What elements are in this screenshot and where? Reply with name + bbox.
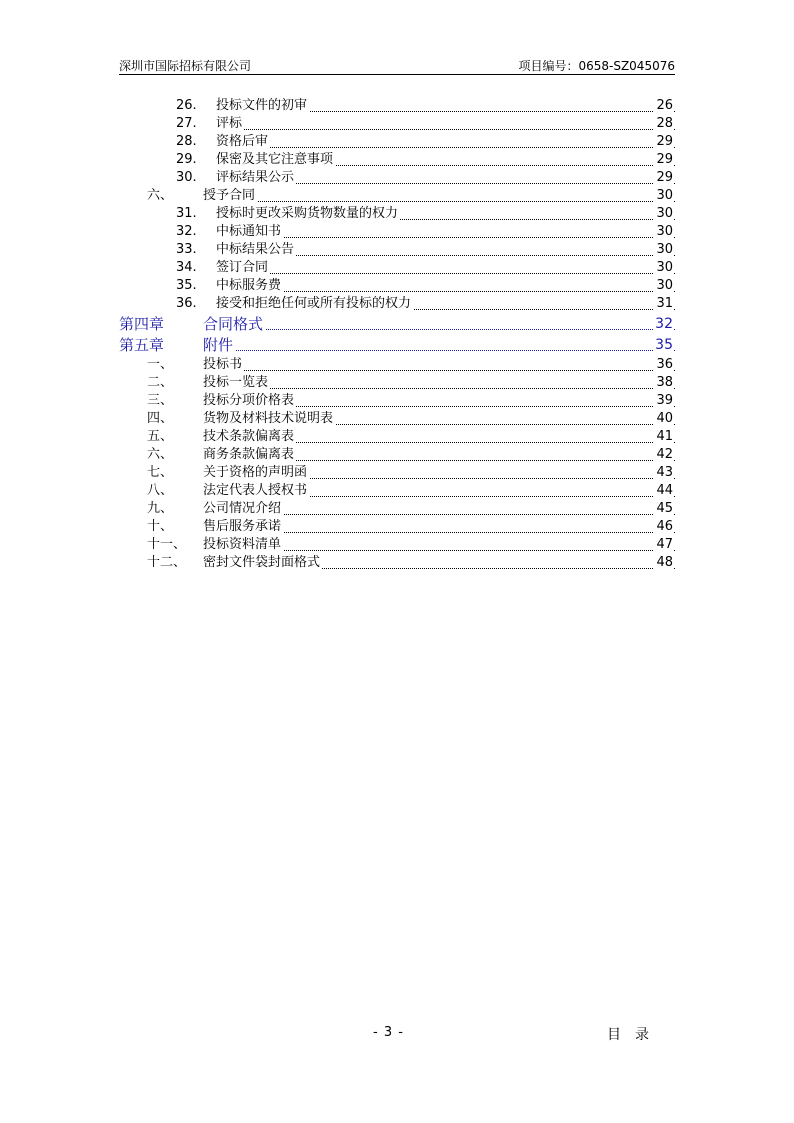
toc-page: 29 bbox=[656, 170, 673, 185]
page-header bbox=[119, 56, 675, 75]
toc-title: 投标书 bbox=[203, 357, 243, 372]
toc-page: 32 bbox=[655, 316, 673, 332]
toc-title: 评标结果公示 bbox=[216, 170, 295, 185]
toc-number: 31. bbox=[176, 206, 197, 221]
toc-number: 35. bbox=[176, 278, 197, 293]
toc-number: 29. bbox=[176, 152, 197, 167]
toc-page: 30 bbox=[656, 278, 673, 293]
toc-page: 35 bbox=[655, 337, 673, 353]
toc-leader bbox=[203, 332, 675, 351]
toc-page: 41 bbox=[656, 429, 673, 444]
toc-title: 中标结果公告 bbox=[216, 242, 295, 257]
toc-title: 法定代表人授权书 bbox=[203, 483, 308, 498]
toc-number: 32. bbox=[176, 224, 197, 239]
toc-title: 接受和拒绝任何或所有投标的权力 bbox=[216, 296, 412, 311]
project-number: 项目编号：0658-SZ045076 bbox=[518, 59, 675, 73]
company-name: 深圳市国际招标有限公司 bbox=[119, 59, 252, 73]
toc-title: 技术条款偏离表 bbox=[203, 429, 295, 444]
toc-number: 34. bbox=[176, 260, 197, 275]
toc-number: 九、 bbox=[147, 501, 174, 516]
toc-number: 七、 bbox=[147, 465, 174, 480]
toc-page: 39 bbox=[656, 393, 673, 408]
toc-title: 公司情况介绍 bbox=[203, 501, 282, 516]
toc-chapter-title: 合同格式 bbox=[203, 315, 264, 333]
toc-number: 四、 bbox=[147, 411, 174, 426]
toc-page: 30 bbox=[656, 242, 673, 257]
toc-number: 27. bbox=[176, 116, 197, 131]
toc-leader bbox=[203, 370, 675, 389]
toc-title: 评标 bbox=[216, 116, 243, 131]
toc-title: 投标资料清单 bbox=[203, 537, 282, 552]
toc-number: 三、 bbox=[147, 393, 174, 408]
page-number: - 3 - bbox=[373, 1025, 404, 1040]
toc-page: 48 bbox=[656, 555, 673, 570]
toc-number: 33. bbox=[176, 242, 197, 257]
toc-title: 中标服务费 bbox=[216, 278, 282, 293]
toc-title: 售后服务承诺 bbox=[203, 519, 282, 534]
toc-page: 28 bbox=[656, 116, 673, 131]
toc-page: 36 bbox=[656, 357, 673, 372]
toc-title: 授标时更改采购货物数量的权力 bbox=[216, 206, 399, 221]
toc-chapter-number: 第四章 bbox=[119, 315, 165, 333]
toc-page: 26 bbox=[656, 98, 673, 113]
toc-title: 签订合同 bbox=[216, 260, 269, 275]
toc-leader bbox=[216, 129, 675, 148]
toc-number: 六、 bbox=[147, 447, 174, 462]
toc-number: 十二、 bbox=[147, 555, 187, 570]
toc-page: 29 bbox=[656, 152, 673, 167]
toc-leader bbox=[203, 311, 675, 330]
footer-section-label: 目录 bbox=[607, 1027, 663, 1043]
toc-leader bbox=[216, 273, 675, 292]
toc-number: 一、 bbox=[147, 357, 174, 372]
toc-page: 31 bbox=[656, 296, 673, 311]
toc-title: 关于资格的声明函 bbox=[203, 465, 308, 480]
toc-leader bbox=[203, 352, 675, 371]
toc-title: 资格后审 bbox=[216, 134, 269, 149]
toc-chapter-entry[interactable] bbox=[0, 315, 794, 333]
toc-title: 中标通知书 bbox=[216, 224, 282, 239]
toc-title: 授予合同 bbox=[203, 188, 256, 203]
toc-page: 30 bbox=[656, 260, 673, 275]
toc-number: 八、 bbox=[147, 483, 174, 498]
toc-page: 45 bbox=[656, 501, 673, 516]
toc-entry[interactable] bbox=[0, 554, 794, 572]
toc-page: 40 bbox=[656, 411, 673, 426]
toc-title: 密封文件袋封面格式 bbox=[203, 555, 321, 570]
toc-chapter-title: 附件 bbox=[203, 336, 234, 354]
toc-page: 29 bbox=[656, 134, 673, 149]
toc-title: 投标文件的初审 bbox=[216, 98, 308, 113]
toc-page: 43 bbox=[656, 465, 673, 480]
toc-number: 十、 bbox=[147, 519, 174, 534]
toc-title: 投标分项价格表 bbox=[203, 393, 295, 408]
toc-page: 30 bbox=[656, 188, 673, 203]
toc-page: 44 bbox=[656, 483, 673, 498]
toc-number: 36. bbox=[176, 296, 197, 311]
toc-number: 十一、 bbox=[147, 537, 187, 552]
toc-page: 30 bbox=[656, 224, 673, 239]
toc-number: 五、 bbox=[147, 429, 174, 444]
toc-title: 投标一览表 bbox=[203, 375, 269, 390]
toc-page: 30 bbox=[656, 206, 673, 221]
toc-page: 47 bbox=[656, 537, 673, 552]
toc-title: 货物及材料技术说明表 bbox=[203, 411, 334, 426]
toc-title: 保密及其它注意事项 bbox=[216, 152, 334, 167]
toc-number: 六、 bbox=[147, 188, 174, 203]
toc-number: 28. bbox=[176, 134, 197, 149]
toc-page: 46 bbox=[656, 519, 673, 534]
toc-title: 商务条款偏离表 bbox=[203, 447, 295, 462]
toc-number: 二、 bbox=[147, 375, 174, 390]
toc-page: 38 bbox=[656, 375, 673, 390]
toc-page: 42 bbox=[656, 447, 673, 462]
toc-number: 30. bbox=[176, 170, 197, 185]
toc-number: 26. bbox=[176, 98, 197, 113]
toc-chapter-number: 第五章 bbox=[119, 336, 165, 354]
